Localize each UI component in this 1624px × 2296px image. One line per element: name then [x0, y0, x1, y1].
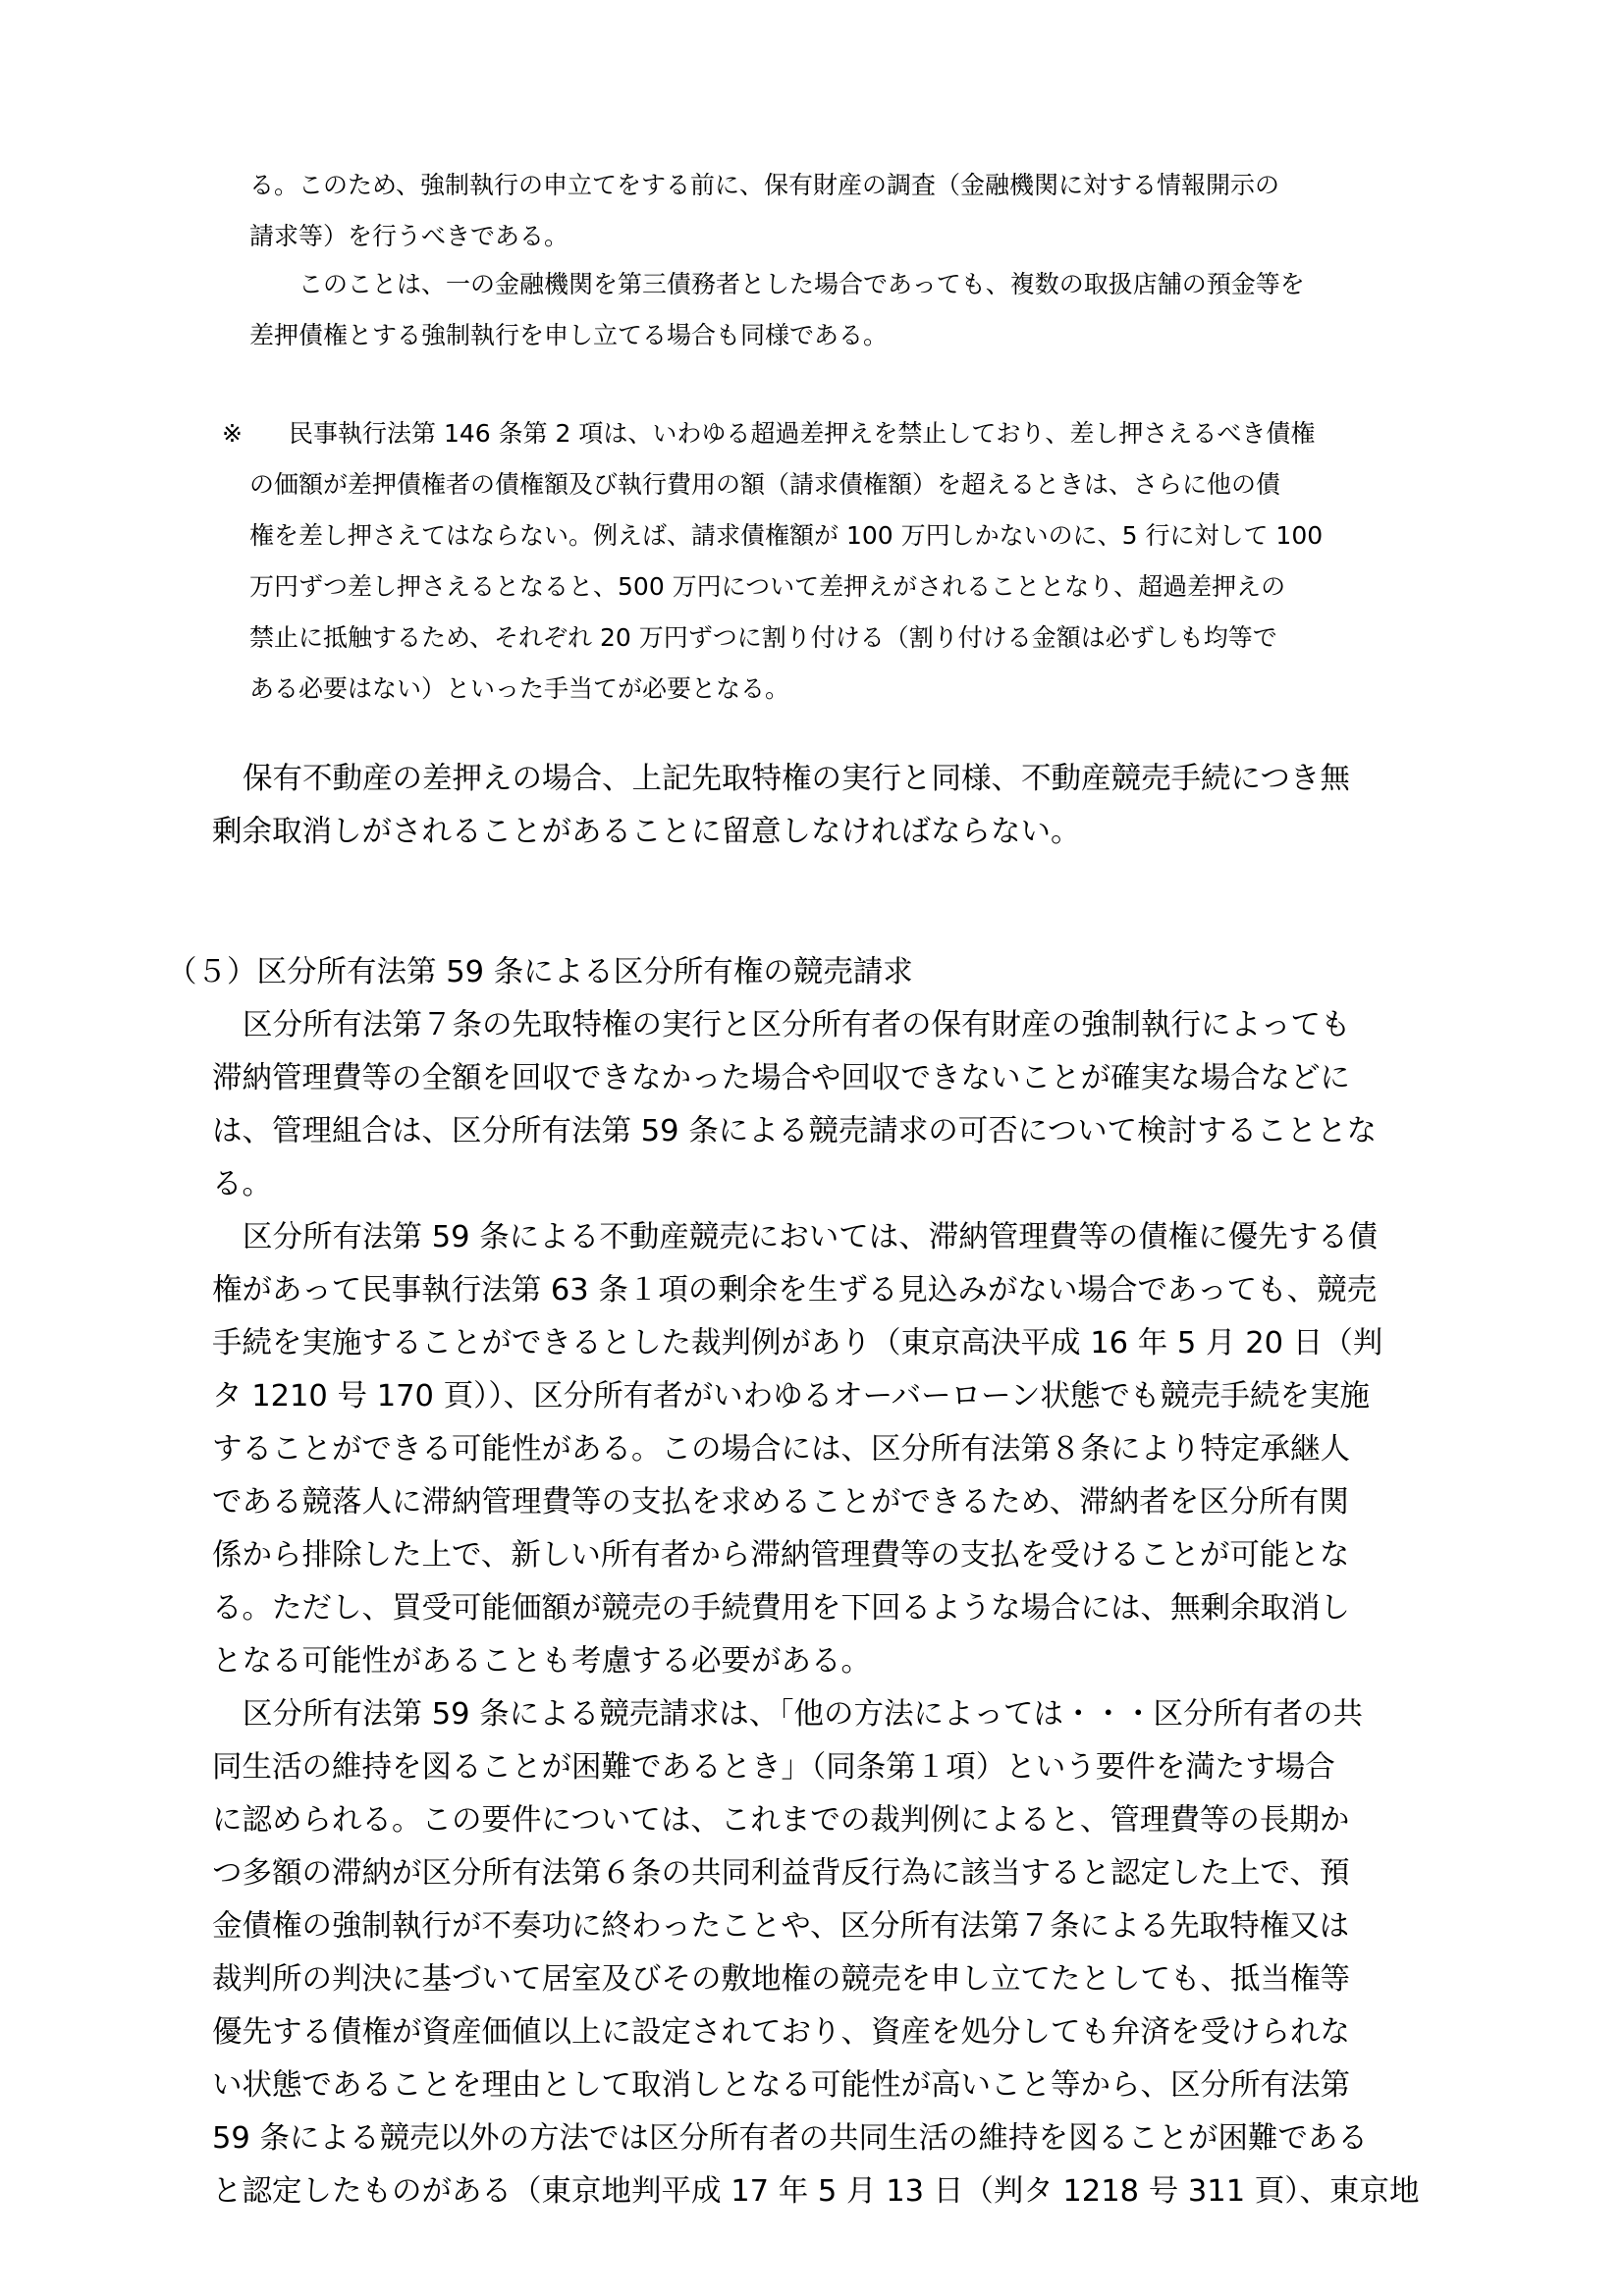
- text-line: る。このため、強制執行の申立てをする前に、保有財産の調査（金融機関に対する情報開示の: [249, 171, 1280, 199]
- text-line: 係から排除した上で、新しい所有者から滞納管理費等の支払を受けることが可能とな: [212, 1538, 1350, 1573]
- paragraph-5-2: [212, 1211, 1382, 1688]
- text-line: このことは、一の金融機関を第三債務者とした場合であっても、複数の取扱店舗の預金等を: [298, 270, 1305, 298]
- paragraph-intro: [249, 160, 1279, 262]
- text-line: 金債権の強制執行が不奏功に終わったことや、区分所有法第７条による先取特権又は: [212, 1909, 1350, 1944]
- text-line: 手続を実施することができるとした裁判例があり（東京高決平成 16 年 5 月 20 日（判: [212, 1326, 1383, 1361]
- text-line: 同生活の維持を図ることが困難であるとき」（同条第１項）という要件を満たす場合: [212, 1750, 1335, 1785]
- text-line: る。: [212, 1167, 272, 1201]
- text-line: 区分所有法第 59 条による競売請求は、「他の方法によっては・・・区分所有者の共: [243, 1697, 1363, 1732]
- text-line: 剰余取消しがされることがあることに留意しなければならない。: [212, 815, 1081, 849]
- text-line: 禁止に抵触するため、それぞれ 20 万円ずつに割り付ける（割り付ける金額は必ずしも均等で: [249, 623, 1277, 652]
- text-line: ある必要はない）といった手当てが必要となる。: [249, 674, 790, 703]
- text-line: は、管理組合は、区分所有法第 59 条による競売請求の可否について検討することとな: [212, 1114, 1378, 1148]
- paragraph-real-estate: [212, 753, 1350, 859]
- text-line: である競落人に滞納管理費等の支払を求めることができるため、滞納者を区分所有関: [212, 1485, 1349, 1520]
- paragraph-5-1: [212, 999, 1377, 1211]
- text-line: 区分所有法第７条の先取特権の実行と区分所有者の保有財産の強制執行によっても: [243, 1008, 1351, 1042]
- paragraph-same-bank: [249, 259, 1305, 361]
- text-line: 滞納管理費等の全額を回収できなかった場合や回収できないことが確実な場合などに: [212, 1061, 1350, 1095]
- text-line: タ 1210 号 170 頁））、区分所有者がいわゆるオーバーローン状態でも競売手続を実施: [212, 1379, 1370, 1414]
- text-line: 権があって民事執行法第 63 条１項の剰余を生ずる見込みがない場合であっても、競売: [212, 1273, 1378, 1308]
- text-line: 裁判所の判決に基づいて居室及びその敷地権の競売を申し立てたとしても、抵当権等: [212, 1962, 1350, 1997]
- text-line: つ多額の滞納が区分所有法第６条の共同利益背反行為に該当すると認定した上で、預: [212, 1856, 1350, 1891]
- paragraph-5-3: [212, 1688, 1420, 2218]
- text-line: る。ただし、買受可能価額が競売の手続費用を下回るような場合には、無剰余取消し: [212, 1591, 1350, 1626]
- text-line: 差押債権とする強制執行を申し立てる場合も同様である。: [249, 321, 889, 349]
- section-heading: [167, 946, 913, 999]
- text-line: 区分所有法第 59 条による不動産競売においては、滞納管理費等の債権に優先する債: [243, 1220, 1379, 1255]
- text-line: となる可能性があることも考慮する必要がある。: [212, 1644, 871, 1679]
- text-line: 民事執行法第 146 条第 2 項は、いわゆる超過差押えを禁止しており、差し押さえるべき債権: [289, 419, 1316, 448]
- text-line: に認められる。この要件については、これまでの裁判例によると、管理費等の長期か: [212, 1803, 1350, 1838]
- text-line: 保有不動産の差押えの場合、上記先取特権の実行と同様、不動産競売手続につき無: [243, 762, 1350, 796]
- text-line: することができる可能性がある。この場合には、区分所有法第８条により特定承継人: [212, 1432, 1350, 1467]
- text-line: 万円ずつ差し押さえるとなると、500 万円について差押えがされることとなり、超過差押えの: [249, 572, 1286, 601]
- text-line: 請求等）を行うべきである。: [249, 222, 569, 250]
- text-line: と認定したものがある（東京地判平成 17 年 5 月 13 日（判タ 1218 号 311 頁）、東京地: [212, 2174, 1420, 2209]
- text-line: の価額が差押債権者の債権額及び執行費用の額（請求債権額）を超えるときは、さらに他の債: [249, 470, 1281, 499]
- text-line: 59 条による競売以外の方法では区分所有者の共同生活の維持を図ることが困難である: [212, 2121, 1369, 2156]
- text-line: い状態であることを理由として取消しとなる可能性が高いこと等から、区分所有法第: [212, 2068, 1350, 2103]
- text-line: 権を差し押さえてはならない。例えば、請求債権額が 100 万円しかないのに、5 行に対して 100: [249, 521, 1324, 550]
- note-mark: ※: [222, 419, 243, 448]
- heading-text: （５）区分所有法第 59 条による区分所有権の競売請求: [167, 955, 913, 989]
- note-block: [249, 408, 1323, 715]
- text-line: 優先する債権が資産価値以上に設定されており、資産を処分しても弁済を受けられな: [212, 2015, 1350, 2050]
